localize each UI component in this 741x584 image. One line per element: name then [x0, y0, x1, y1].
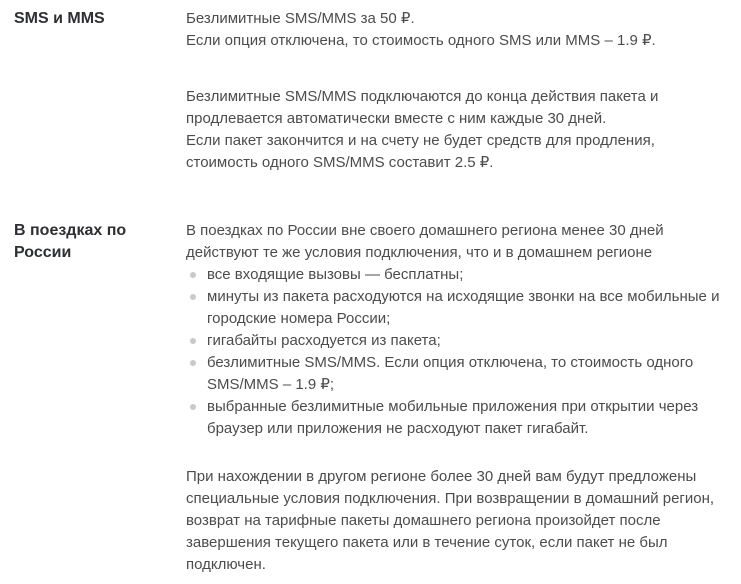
text-line: Если опция отключена, то стоимость одного SMS или MMS – 1.9 ₽.	[186, 32, 656, 49]
list-item-text: гигабайты расходуется из пакета;	[207, 332, 441, 349]
list-item-text: минуты из пакета расходуются на исходящие звонки на все мобильные и городские номера России;	[207, 288, 720, 327]
paragraph-renewal	[186, 86, 727, 174]
text-line: В поездках по России вне своего домашнего региона менее 30 дней действуют те же условия подключения, что и в домашнем регионе	[186, 222, 664, 261]
paragraph-price	[186, 8, 727, 52]
text-line: Безлимитные SMS/MMS за 50 ₽.	[186, 10, 415, 27]
list-item-text: выбранные безлимитные мобильные приложения при открытии через браузер или приложения не расходуют пакет гигабайт.	[207, 398, 699, 437]
bullet-icon	[190, 294, 196, 300]
tariff-row-russia-travel	[0, 220, 741, 576]
list-item-text: безлимитные SMS/MMS. Если опция отключена, то стоимость одного SMS/MMS – 1.9 ₽;	[207, 354, 694, 393]
row-content-sms-mms	[186, 8, 741, 174]
bullet-icon	[190, 272, 196, 278]
outro-paragraph	[186, 466, 727, 576]
list-item	[186, 352, 727, 396]
row-content-russia-travel	[186, 220, 741, 576]
text-line: Безлимитные SMS/MMS подключаются до конца действия пакета и продлевается автоматически вместе с ним каждые 30 дней.	[186, 88, 659, 127]
intro-paragraph	[186, 220, 727, 264]
list-item	[186, 330, 727, 352]
list-item	[186, 396, 727, 440]
tariff-row-sms-mms	[0, 8, 741, 174]
text-line: При нахождении в другом регионе более 30 дней вам будут предложены специальные условия подключения. При возвращении в домашний регион, возврат на тарифные пакеты домашнего региона произойдет после завершения текущего пакета или в течение суток, если пакет не был подключен.	[186, 468, 715, 573]
bullet-icon	[190, 360, 196, 366]
bullet-icon	[190, 338, 196, 344]
list-item	[186, 264, 727, 286]
list-item	[186, 286, 727, 330]
row-label-sms-mms: SMS и MMS	[14, 10, 105, 27]
list-item-text: все входящие вызовы — бесплатны;	[207, 266, 464, 283]
text-line: Если пакет закончится и на счету не будет средств для продления, стоимость одного SMS/MMS составит 2.5 ₽.	[186, 132, 655, 171]
row-label-russia-travel: В поездках по России	[14, 222, 127, 261]
bullet-icon	[190, 404, 196, 410]
travel-conditions-list	[186, 264, 727, 440]
